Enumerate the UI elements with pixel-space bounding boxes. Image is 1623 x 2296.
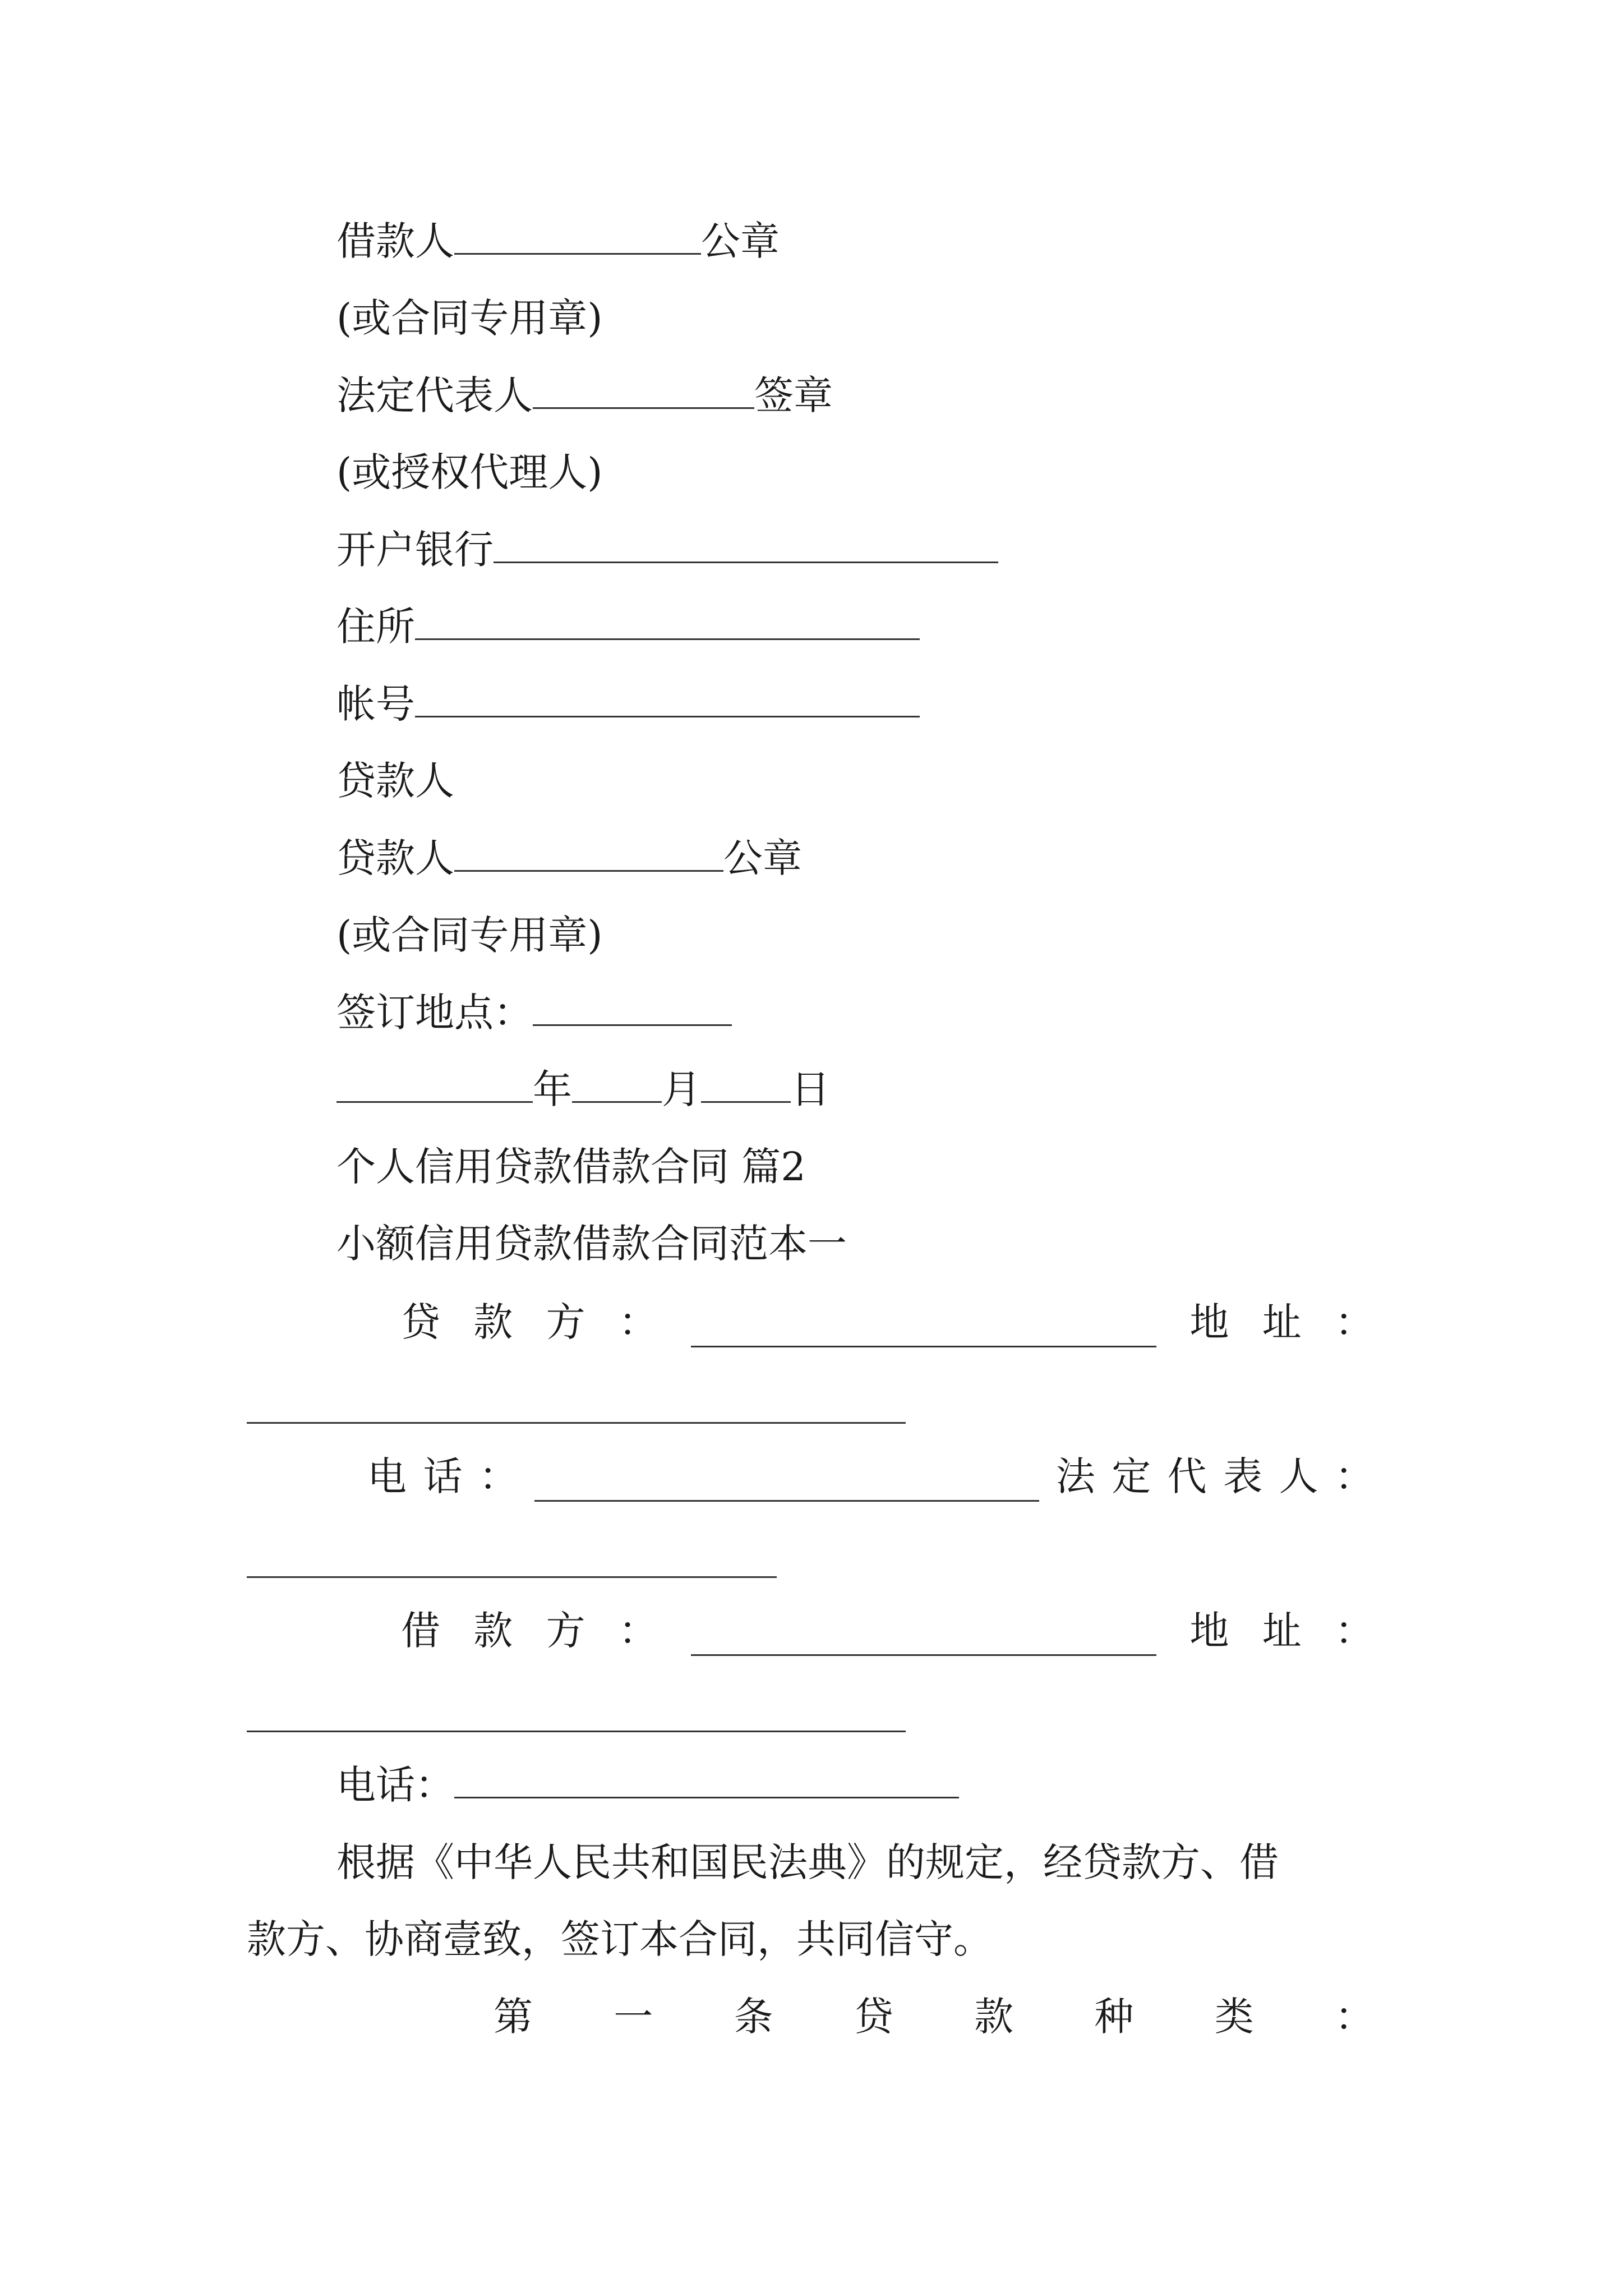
year-label: 年: [533, 1066, 572, 1112]
account-label: 帐号: [336, 681, 415, 727]
article-char: 条: [734, 1994, 773, 2040]
article-char: 贷: [854, 1994, 893, 2040]
year-blank[interactable]: [336, 1066, 533, 1103]
lender-phone-blank[interactable]: [534, 1465, 1039, 1502]
colon: ：: [478, 1453, 518, 1499]
article-char: 种: [1094, 1994, 1134, 2040]
borrower-seal-line: [336, 216, 780, 266]
phone-char: 电: [367, 1453, 407, 1499]
borrower-phone-line: [336, 1760, 959, 1810]
article-char: 类: [1214, 1994, 1254, 2040]
lender-legal-rep-blank[interactable]: [247, 1576, 777, 1578]
article-char: 一: [614, 1994, 653, 2040]
official-seal-label: 公章: [701, 218, 780, 264]
account-line: [336, 679, 920, 729]
colon: ：: [1334, 1608, 1374, 1654]
legal-rep-char: 表: [1223, 1453, 1263, 1499]
colon: ：: [618, 1299, 658, 1345]
bank-label: 开户银行: [336, 527, 494, 573]
authorized-agent-note: (或授权代理人): [336, 449, 603, 495]
phone-char: 话: [423, 1453, 463, 1499]
legal-rep-label: 法定代表人: [336, 372, 533, 418]
article-char: 第: [494, 1994, 533, 2040]
colon: ：: [1334, 1299, 1374, 1345]
day-label: 日: [791, 1066, 830, 1112]
legal-rep-char: 法: [1055, 1453, 1095, 1499]
lender-name-blank[interactable]: [691, 1311, 1156, 1347]
intro-paragraph-line-1: 根据《中华人民共和国民法典》的规定，经贷款方、借: [336, 1839, 1279, 1885]
borrower-phone-blank[interactable]: [454, 1762, 959, 1798]
contract-seal-note: (或合同专用章): [336, 912, 603, 958]
borrower-blank[interactable]: [454, 218, 701, 255]
address-char: 地: [1189, 1608, 1229, 1654]
lender-label: 贷款人: [336, 835, 454, 881]
day-blank[interactable]: [701, 1066, 791, 1103]
lender-heading: 贷款人: [336, 758, 454, 804]
signing-place-line: [336, 987, 732, 1038]
month-blank[interactable]: [572, 1066, 662, 1103]
article-char: 款: [974, 1994, 1014, 2040]
signing-place-label: 签订地点：: [336, 990, 533, 1036]
date-line: [336, 1064, 830, 1115]
borrower-address-blank[interactable]: [247, 1731, 906, 1732]
lender-char: 贷: [401, 1299, 440, 1345]
colon: ：: [1334, 1453, 1374, 1499]
bank-line: [336, 524, 998, 575]
borrower-name-blank[interactable]: [691, 1619, 1156, 1656]
lender-address-blank[interactable]: [247, 1422, 906, 1424]
legal-rep-char: 人: [1279, 1453, 1318, 1499]
lender-seal-line: [336, 833, 802, 884]
lender-party-line: [401, 1297, 1374, 1347]
borrower-char: 借: [401, 1608, 440, 1654]
colon: ：: [618, 1608, 658, 1654]
lender-blank[interactable]: [454, 835, 723, 872]
lender-char: 方: [546, 1299, 585, 1345]
signing-place-blank[interactable]: [533, 990, 732, 1026]
legal-rep-char: 代: [1167, 1453, 1207, 1499]
borrower-party-line: [401, 1605, 1374, 1656]
legal-rep-line: [336, 370, 833, 421]
bank-blank[interactable]: [494, 527, 998, 563]
lender-char: 款: [473, 1299, 513, 1345]
official-seal-label: 公章: [723, 835, 802, 881]
borrower-label: 借款人: [336, 218, 454, 264]
lender-phone-line: [367, 1451, 1374, 1502]
legal-rep-char: 定: [1112, 1453, 1151, 1499]
borrower-char: 方: [546, 1608, 585, 1654]
contract-seal-note: (或合同专用章): [336, 295, 603, 341]
residence-label: 住所: [336, 604, 415, 650]
account-blank[interactable]: [415, 681, 920, 717]
residence-line: [336, 601, 920, 652]
borrower-char: 款: [473, 1608, 513, 1654]
month-label: 月: [662, 1066, 701, 1112]
section-title: 个人信用贷款借款合同 篇2: [336, 1144, 806, 1190]
residence-blank[interactable]: [415, 604, 920, 640]
signature-label: 签章: [754, 372, 833, 418]
address-char: 址: [1262, 1299, 1302, 1345]
article-1-heading: [494, 1991, 1374, 2042]
colon: ：: [1334, 1994, 1374, 2040]
address-char: 址: [1262, 1608, 1302, 1654]
address-char: 地: [1189, 1299, 1229, 1345]
phone-label: 电话：: [336, 1762, 454, 1808]
intro-paragraph-line-2: 款方、协商壹致，签订本合同，共同信守。: [247, 1916, 993, 1962]
legal-rep-blank[interactable]: [533, 372, 754, 409]
template-title: 小额信用贷款借款合同范本一: [336, 1221, 847, 1267]
